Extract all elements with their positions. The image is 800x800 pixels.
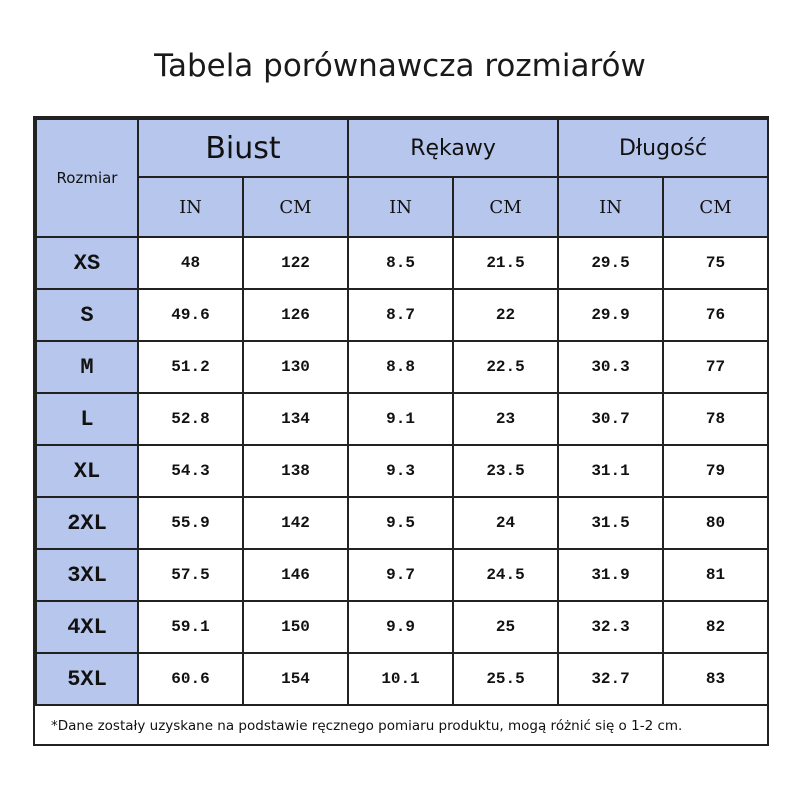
table-row <box>36 289 768 341</box>
measurement-cell: 31.9 <box>558 549 663 601</box>
measurement-cell: 9.7 <box>348 549 453 601</box>
measurement-cell: 31.5 <box>558 497 663 549</box>
measurement-cell: 81 <box>663 549 768 601</box>
measurement-cell: 60.6 <box>138 653 243 705</box>
measurement-cell: 24.5 <box>453 549 558 601</box>
unit-header: IN <box>138 177 243 237</box>
size-cell: M <box>36 341 138 393</box>
size-cell: 4XL <box>36 601 138 653</box>
measurement-cell: 134 <box>243 393 348 445</box>
size-cell: S <box>36 289 138 341</box>
measurement-cell: 8.5 <box>348 237 453 289</box>
measurement-cell: 75 <box>663 237 768 289</box>
measurement-cell: 22.5 <box>453 341 558 393</box>
table-row <box>36 653 768 705</box>
size-cell: XS <box>36 237 138 289</box>
measurement-cell: 146 <box>243 549 348 601</box>
measurement-note: *Dane zostały uzyskane na podstawie ręcznego pomiaru produktu, mogą różnić się o 1-2 cm. <box>51 718 683 734</box>
header-group-sleeves: Rękawy <box>348 119 558 177</box>
measurement-cell: 8.7 <box>348 289 453 341</box>
measurement-cell: 23.5 <box>453 445 558 497</box>
measurement-cell: 142 <box>243 497 348 549</box>
unit-header: IN <box>558 177 663 237</box>
size-table <box>35 118 769 706</box>
measurement-cell: 25.5 <box>453 653 558 705</box>
table-row <box>36 341 768 393</box>
measurement-cell: 150 <box>243 601 348 653</box>
table-row <box>36 393 768 445</box>
measurement-cell: 32.3 <box>558 601 663 653</box>
measurement-cell: 32.7 <box>558 653 663 705</box>
measurement-cell: 83 <box>663 653 768 705</box>
measurement-cell: 130 <box>243 341 348 393</box>
measurement-cell: 31.1 <box>558 445 663 497</box>
unit-header: IN <box>348 177 453 237</box>
measurement-cell: 8.8 <box>348 341 453 393</box>
measurement-cell: 80 <box>663 497 768 549</box>
header-group-bust: Biust <box>138 119 348 177</box>
measurement-cell: 78 <box>663 393 768 445</box>
measurement-cell: 30.7 <box>558 393 663 445</box>
measurement-cell: 29.5 <box>558 237 663 289</box>
unit-header: CM <box>243 177 348 237</box>
page-title: Tabela porównawcza rozmiarów <box>154 48 646 84</box>
unit-header: CM <box>663 177 768 237</box>
size-cell: 2XL <box>36 497 138 549</box>
measurement-cell: 49.6 <box>138 289 243 341</box>
measurement-cell: 9.5 <box>348 497 453 549</box>
measurement-cell: 52.8 <box>138 393 243 445</box>
unit-header: CM <box>453 177 558 237</box>
measurement-cell: 48 <box>138 237 243 289</box>
header-group-length: Długość <box>558 119 768 177</box>
measurement-cell: 21.5 <box>453 237 558 289</box>
measurement-cell: 54.3 <box>138 445 243 497</box>
measurement-cell: 82 <box>663 601 768 653</box>
measurement-cell: 76 <box>663 289 768 341</box>
measurement-cell: 9.3 <box>348 445 453 497</box>
measurement-cell: 57.5 <box>138 549 243 601</box>
measurement-cell: 59.1 <box>138 601 243 653</box>
table-row <box>36 237 768 289</box>
measurement-cell: 25 <box>453 601 558 653</box>
table-row <box>36 601 768 653</box>
measurement-cell: 55.9 <box>138 497 243 549</box>
measurement-cell: 79 <box>663 445 768 497</box>
measurement-cell: 77 <box>663 341 768 393</box>
size-chart <box>33 116 769 746</box>
measurement-cell: 51.2 <box>138 341 243 393</box>
measurement-cell: 23 <box>453 393 558 445</box>
size-cell: XL <box>36 445 138 497</box>
measurement-cell: 10.1 <box>348 653 453 705</box>
size-cell: 3XL <box>36 549 138 601</box>
measurement-cell: 138 <box>243 445 348 497</box>
size-cell: L <box>36 393 138 445</box>
measurement-cell: 9.1 <box>348 393 453 445</box>
size-cell: 5XL <box>36 653 138 705</box>
measurement-cell: 24 <box>453 497 558 549</box>
measurement-cell: 22 <box>453 289 558 341</box>
table-row <box>36 445 768 497</box>
header-size-label: Rozmiar <box>36 119 138 237</box>
measurement-cell: 154 <box>243 653 348 705</box>
table-row <box>36 497 768 549</box>
measurement-cell: 122 <box>243 237 348 289</box>
size-table-body <box>36 237 768 705</box>
table-row <box>36 549 768 601</box>
measurement-cell: 126 <box>243 289 348 341</box>
measurement-cell: 9.9 <box>348 601 453 653</box>
measurement-cell: 30.3 <box>558 341 663 393</box>
measurement-cell: 29.9 <box>558 289 663 341</box>
